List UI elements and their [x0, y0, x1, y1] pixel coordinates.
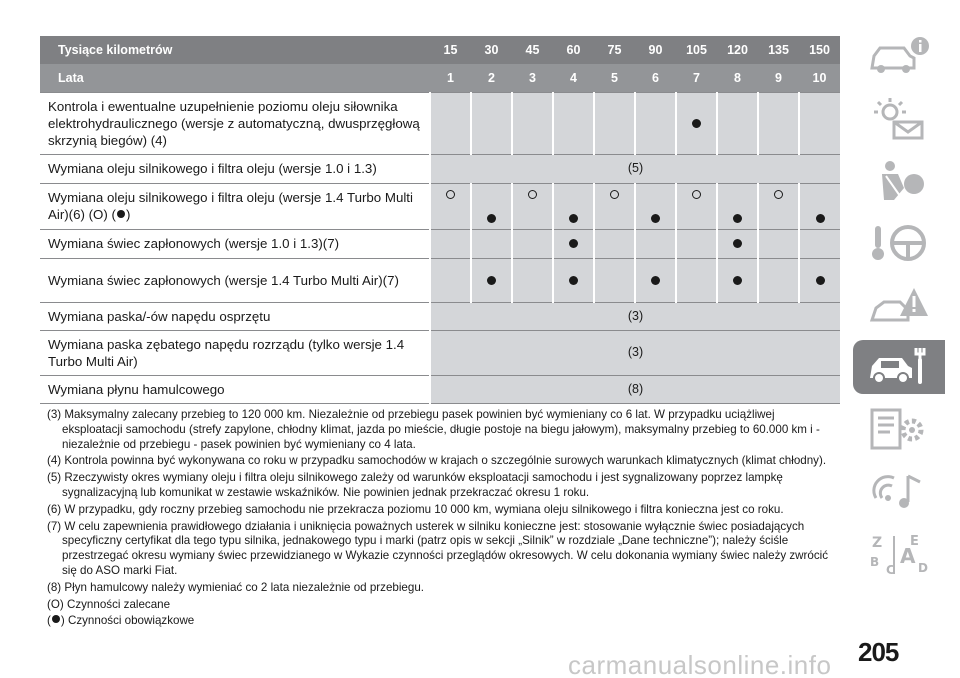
interval-cell	[512, 229, 553, 258]
interval-note-cell: (3)	[430, 330, 840, 375]
page-number: 205	[858, 637, 899, 667]
interval-cell	[799, 92, 840, 154]
km-header-cell: 15	[430, 36, 471, 64]
dashboard-light-message-icon	[864, 96, 934, 142]
km-header-cell: 105	[676, 36, 717, 64]
interval-cell	[758, 258, 799, 302]
years-header-row	[40, 64, 840, 92]
svg-text:E: E	[910, 534, 919, 549]
svg-text:Z: Z	[872, 535, 883, 551]
interval-cell	[758, 183, 799, 229]
alphabet-index-icon	[864, 530, 934, 576]
interval-cell	[430, 92, 471, 154]
table-row	[40, 154, 840, 183]
chapter-tab[interactable]	[853, 402, 945, 456]
row-label: Wymiana świec zapłonowych (wersje 1.0 i 1.3)(7)	[40, 229, 430, 258]
year-header-cell: 9	[758, 64, 799, 92]
interval-cell	[594, 92, 635, 154]
interval-cell	[471, 92, 512, 154]
chapter-tab[interactable]	[853, 92, 945, 146]
chapter-tab[interactable]	[853, 216, 945, 270]
km-header-cell: 30	[471, 36, 512, 64]
km-header-cell: 150	[799, 36, 840, 64]
mandatory-dot-icon	[569, 276, 578, 285]
table-row	[40, 92, 840, 154]
footnote: (4) Kontrola powinna być wykonywana co roku w przypadku samochodów w krajach o szczególnie surowych warunkach klimatycznych (klimat chłodny).	[47, 454, 827, 468]
row-label: Wymiana świec zapłonowych (wersje 1.4 Turbo Multi Air)(7)	[40, 258, 430, 302]
kilometers-header-row	[40, 36, 840, 64]
interval-cell	[717, 183, 758, 229]
footnote: (3) Maksymalny zalecany przebieg to 120 000 km. Niezależnie od przebiegu pasek powinien być wymieniany co 6 lat. W przypadku uciążliwej eksploatacji samochodu (strefy zapylone, chłodny klimat, jazda po mieście, długie postoje na biegu jałowym), maksymalny przebieg to 60.000 km i - niezależnie od przebiegu - pasek powinien być wymieniany co 4 lata.	[47, 408, 820, 451]
table-row	[40, 330, 840, 375]
km-header-cell: 75	[594, 36, 635, 64]
km-header-cell: 120	[717, 36, 758, 64]
year-header-cell: 8	[717, 64, 758, 92]
row-label-text: Wymiana oleju silnikowego i filtra oleju (wersje 1.4 Turbo Multi Air)(6) (O) (	[48, 190, 413, 222]
row-label: Wymiana paska/-ów napędu osprzętu	[40, 302, 430, 330]
interval-cell	[512, 258, 553, 302]
car-info-icon	[864, 34, 934, 80]
year-header-cell: 3	[512, 64, 553, 92]
km-header-cell: 90	[635, 36, 676, 64]
km-header-cell: 60	[553, 36, 594, 64]
interval-cell	[717, 258, 758, 302]
kilometers-header-label: Tysiące kilometrów	[40, 36, 430, 64]
interval-cell	[553, 229, 594, 258]
svg-text:C: C	[886, 563, 895, 576]
interval-cell	[676, 229, 717, 258]
interval-cell	[799, 258, 840, 302]
interval-cell	[758, 229, 799, 258]
interval-note-cell: (5)	[430, 154, 840, 183]
legend-mandatory-open: (	[47, 614, 51, 628]
interval-cell	[594, 229, 635, 258]
interval-cell	[471, 183, 512, 229]
mandatory-dot-icon	[733, 239, 742, 248]
year-header-cell: 10	[799, 64, 840, 92]
interval-cell	[799, 183, 840, 229]
mandatory-dot-icon	[487, 214, 496, 223]
interval-cell	[553, 92, 594, 154]
chapter-tabs	[853, 30, 945, 588]
mandatory-dot-icon	[569, 214, 578, 223]
mandatory-dot-icon	[651, 214, 660, 223]
mandatory-dot-icon	[651, 276, 660, 285]
mandatory-dot-icon	[733, 276, 742, 285]
year-header-cell: 2	[471, 64, 512, 92]
multimedia-icon	[864, 468, 934, 514]
year-header-cell: 5	[594, 64, 635, 92]
maintenance-schedule-table	[40, 36, 840, 404]
watermark: carmanualsonline.info	[568, 650, 832, 678]
interval-cell	[553, 258, 594, 302]
recommended-ring-icon	[610, 190, 619, 199]
interval-cell	[635, 229, 676, 258]
interval-cell	[430, 183, 471, 229]
year-header-cell: 7	[676, 64, 717, 92]
km-header-cell: 45	[512, 36, 553, 64]
table-row	[40, 302, 840, 330]
seatbelt-airbag-icon	[864, 158, 934, 204]
mandatory-dot-icon	[52, 615, 60, 623]
mandatory-dot-icon	[692, 119, 701, 128]
mandatory-dot-icon	[816, 276, 825, 285]
specs-gear-icon	[864, 406, 934, 452]
chapter-tab-maintenance[interactable]	[853, 340, 945, 394]
table-row	[40, 183, 840, 229]
interval-cell	[799, 229, 840, 258]
footnote: (7) W celu zapewnienia prawidłowego działania i uniknięcia poważnych usterek w silniku konieczne jest: stosowanie wyłącznie świec posiadających specyficzny certyfikat dla tego typu silnika, jednakowego typu i marki (patrz opis w sekcji „Silnik” w rozdziale „Dane techniczne”); należy ściśle przestrzegać okresu wymiany świec przewidzianego w Wykazie czynności przeglądów okresowych. W celu dokonania wymiany świec należy zwrócić się do ASO marki Fiat.	[47, 519, 829, 577]
year-header-cell: 1	[430, 64, 471, 92]
key-steering-wheel-icon	[864, 220, 934, 266]
footnote: (5) Rzeczywisty okres wymiany oleju i filtra oleju silnikowego zależy od warunków eksploatacji samochodu i jest sygnalizowany poprzez lampkę sygnalizacyjną lub komunikat w zestawie wskaźników. Nie powinien jednak przekraczać okresu 1 roku.	[47, 471, 783, 499]
interval-cell	[717, 92, 758, 154]
svg-text:D: D	[918, 561, 928, 575]
chapter-tab[interactable]	[853, 464, 945, 518]
row-label: Kontrola i ewentualne uzupełnienie poziomu oleju siłownika elektrohydraulicznego (wersje z automatyczną, dwusprzęgłową skrzynią biegów) (4)	[40, 92, 430, 154]
interval-cell	[635, 258, 676, 302]
mandatory-dot-icon	[569, 239, 578, 248]
km-header-cell: 135	[758, 36, 799, 64]
interval-cell	[430, 229, 471, 258]
row-label: Wymiana paska zębatego napędu rozrządu (tylko wersje 1.4 Turbo Multi Air)	[40, 330, 430, 375]
interval-cell	[758, 92, 799, 154]
interval-cell	[512, 183, 553, 229]
interval-cell	[676, 183, 717, 229]
years-header-label: Lata	[40, 64, 430, 92]
recommended-ring-icon	[774, 190, 783, 199]
year-header-cell: 6	[635, 64, 676, 92]
interval-note-cell: (8)	[430, 375, 840, 403]
year-header-cell: 4	[553, 64, 594, 92]
chapter-tab[interactable]	[853, 30, 945, 84]
legend-recommended: (O) Czynności zalecane	[47, 597, 171, 611]
row-label	[40, 183, 430, 229]
row-label-text-end: )	[125, 207, 131, 222]
recommended-ring-icon	[528, 190, 537, 199]
interval-cell	[471, 258, 512, 302]
interval-cell	[594, 258, 635, 302]
footnote: (8) Płyn hamulcowy należy wymieniać co 2 lata niezależnie od przebiegu.	[47, 580, 424, 594]
interval-cell	[512, 92, 553, 154]
car-warning-icon	[864, 282, 934, 328]
interval-cell	[635, 183, 676, 229]
interval-cell	[594, 183, 635, 229]
mandatory-dot-icon	[733, 214, 742, 223]
legend-mandatory-text: ) Czynności obowiązkowe	[60, 614, 195, 628]
interval-cell	[471, 229, 512, 258]
row-label: Wymiana płynu hamulcowego	[40, 375, 430, 403]
recommended-ring-icon	[446, 190, 455, 199]
recommended-ring-icon	[692, 190, 701, 199]
mandatory-dot-icon	[816, 214, 825, 223]
mandatory-dot-icon	[117, 210, 125, 218]
svg-text:B: B	[870, 555, 880, 569]
svg-text:A: A	[900, 544, 916, 568]
interval-cell	[717, 229, 758, 258]
interval-cell	[430, 258, 471, 302]
table-row	[40, 258, 840, 302]
interval-note-cell: (3)	[430, 302, 840, 330]
table-row	[40, 375, 840, 403]
legend-mandatory	[47, 614, 835, 629]
interval-cell	[676, 92, 717, 154]
table-row	[40, 229, 840, 258]
chapter-tab[interactable]	[853, 526, 945, 580]
interval-cell	[553, 183, 594, 229]
footnotes	[47, 408, 835, 631]
interval-cell	[676, 258, 717, 302]
mandatory-dot-icon	[487, 276, 496, 285]
row-label: Wymiana oleju silnikowego i filtra oleju (wersje 1.0 i 1.3)	[40, 154, 430, 183]
car-wrench-icon	[864, 344, 934, 390]
interval-cell	[635, 92, 676, 154]
chapter-tab[interactable]	[853, 154, 945, 208]
chapter-tab[interactable]	[853, 278, 945, 332]
footnote: (6) W przypadku, gdy roczny przebieg samochodu nie przekracza poziomu 10 000 km, wymiana oleju silnikowego i filtra konieczna jest co roku.	[47, 502, 784, 516]
